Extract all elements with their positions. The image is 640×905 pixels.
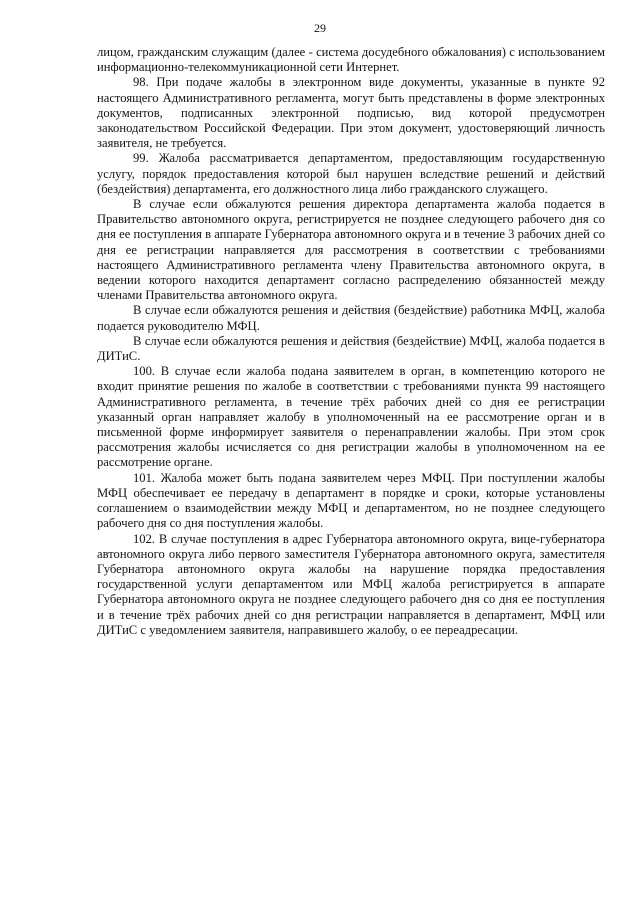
paragraph-continuation: лицом, гражданским служащим (далее - система досудебного обжалования) с использованием информационно-телекоммуникационной сети Интернет. — [97, 45, 605, 75]
paragraph-99-mfc-worker: В случае если обжалуются решения и действия (бездействие) работника МФЦ, жалоба подается руководителю МФЦ. — [97, 303, 605, 333]
page-number: 29 — [314, 21, 326, 35]
paragraph-99: 99. Жалоба рассматривается департаментом, предоставляющим государственную услугу, порядок предоставления которой был нарушен вследствие решений и действий (бездействия) департамента, его должностного лица либо гражданского служащего. — [97, 151, 605, 196]
paragraph-101: 101. Жалоба может быть подана заявителем через МФЦ. При поступлении жалобы МФЦ обеспечивает ее передачу в департамент в порядке и сроки, которые установлены соглашением о взаимодействии между МФЦ и департаментом, но не позднее следующего рабочего дня со дня поступления жалобы. — [97, 470, 605, 531]
document-body — [97, 45, 605, 638]
paragraph-102: 102. В случае поступления в адрес Губернатора автономного округа, вице-губернатора автономного округа либо первого заместителя Губернатора автономного округа, заместителя Губернатора автономного округа жалобы на нарушение порядка предоставления государственной услуги департаментом или МФЦ жалоба регистрируется в аппарате Губернатора автономного округа не позднее следующего рабочего дня со дня ее поступления и в течение трёх рабочих дней со дня регистрации направляется в департамент, МФЦ или ДИТиС с уведомлением заявителя, направившего жалобу, о ее переадресации. — [97, 531, 605, 637]
paragraph-100: 100. В случае если жалоба подана заявителем в орган, в компетенцию которого не входит принятие решения по жалобе в соответствии с требованиями пункта 99 настоящего Административного регламента, в течение трёх рабочих дней со дня ее регистрации указанный орган направляет жалобу в уполномоченный на ее рассмотрение орган и в письменной форме информирует заявителя о перенаправлении жалобы. При этом срок рассмотрения жалобы исчисляется со дня регистрации жалобы в уполномоченном на ее рассмотрение органе. — [97, 364, 605, 470]
paragraph-99-mfc: В случае если обжалуются решения и действия (бездействие) МФЦ, жалоба подается в ДИТиС. — [97, 333, 605, 364]
paragraph-99-director: В случае если обжалуются решения директора департамента жалоба подается в Правительство автономного округа, регистрируется не позднее следующего рабочего дня со дня ее поступления в аппарате Губернатора автономного округа и в течение 3 рабочих дней со дня ее регистрации направляется для рассмотрения в соответствии с требованиями настоящего Административного регламента члену Правительства автономного округа, в ведении которого находится департамент согласно распределению обязанностей между членами Правительства автономного округа. — [97, 197, 605, 303]
paragraph-98: 98. При подаче жалобы в электронном виде документы, указанные в пункте 92 настоящего Административного регламента, могут быть представлены в форме электронных документов, подписанных электронной подписью, вид которой предусмотрен законодательством Российской Федерации. При этом документ, удостоверяющий личность заявителя, не требуется. — [97, 75, 605, 151]
